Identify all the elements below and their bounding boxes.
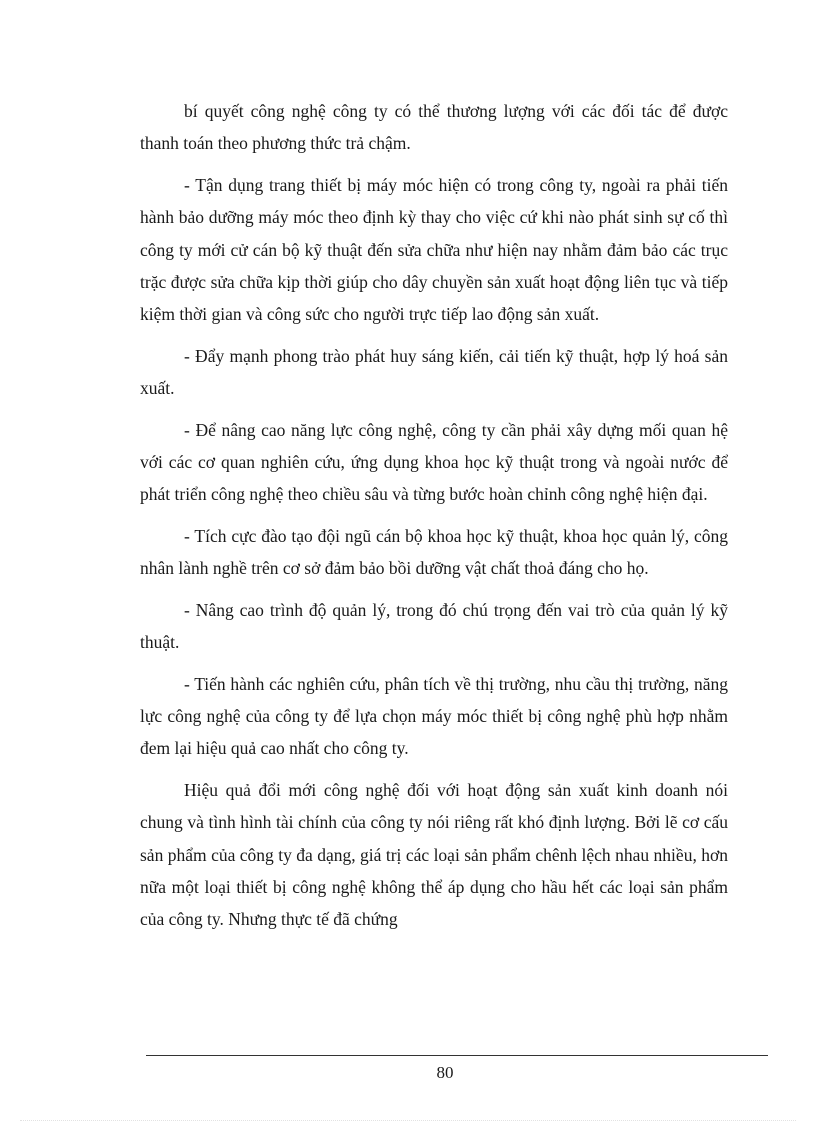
paragraph-staff-training: - Tích cực đào tạo đội ngũ cán bộ khoa học kỹ thuật, khoa học quản lý, công nhân lành nghề trên cơ sở đảm bảo bồi dưỡng vật chất thoả đáng cho họ. xyxy=(140,525,728,579)
paragraph-payment-terms: bí quyết công nghệ công ty có thể thương lượng với các đối tác để được thanh toán theo phương thức trả chậm. xyxy=(140,101,728,154)
paragraph-technology-efficiency: Hiệu quả đổi mới công nghệ đối với hoạt động sản xuất kinh doanh nói chung và tình hình tài chính của công ty nói riêng rất khó định lượng. Bởi lẽ cơ cấu sản phẩm của công ty đa dạng, giá trị các loại sản phẩm chênh lệch nhau nhiều, hơn nữa một loại thiết bị công nghệ không thể áp dụng cho hầu hết các loại sản phẩm của công ty. Nhưng thực tế đã chứng xyxy=(140,779,728,930)
page-number: 80 xyxy=(436,1063,454,1082)
document-body xyxy=(140,95,728,945)
paragraph-innovation-movement: - Đẩy mạnh phong trào phát huy sáng kiến, cải tiến kỹ thuật, hợp lý hoá sản xuất. xyxy=(140,345,728,399)
footer-divider xyxy=(146,1055,768,1056)
page-bottom-border xyxy=(20,1120,796,1121)
paragraph-research-relations: - Để nâng cao năng lực công nghệ, công ty cần phải xây dựng mối quan hệ với các cơ quan nghiên cứu, ứng dụng khoa học kỹ thuật trong và ngoài nước để phát triển công nghệ theo chiều sâu và từng bước hoàn chỉnh công nghệ hiện đại. xyxy=(140,419,728,505)
paragraph-management-level: - Nâng cao trình độ quản lý, trong đó chú trọng đến vai trò của quản lý kỹ thuật. xyxy=(140,599,728,653)
paragraph-market-research: - Tiến hành các nghiên cứu, phân tích về thị trường, nhu cầu thị trường, năng lực công nghệ của công ty để lựa chọn máy móc thiết bị công nghệ phù hợp nhằm đem lại hiệu quả cao nhất cho công ty. xyxy=(140,673,728,759)
paragraph-equipment-maintenance: - Tận dụng trang thiết bị máy móc hiện có trong công ty, ngoài ra phải tiến hành bảo dưỡng máy móc theo định kỳ thay cho việc cứ khi nào phát sinh sự cố thì công ty mới cử cán bộ kỹ thuật đến sửa chữa như hiện nay nhằm đảm bảo các trục trặc được sửa chữa kịp thời giúp cho dây chuyền sản xuất hoạt động liên tục và tiếp kiệm thời gian và công sức cho người trực tiếp lao động sản xuất. xyxy=(140,174,728,325)
